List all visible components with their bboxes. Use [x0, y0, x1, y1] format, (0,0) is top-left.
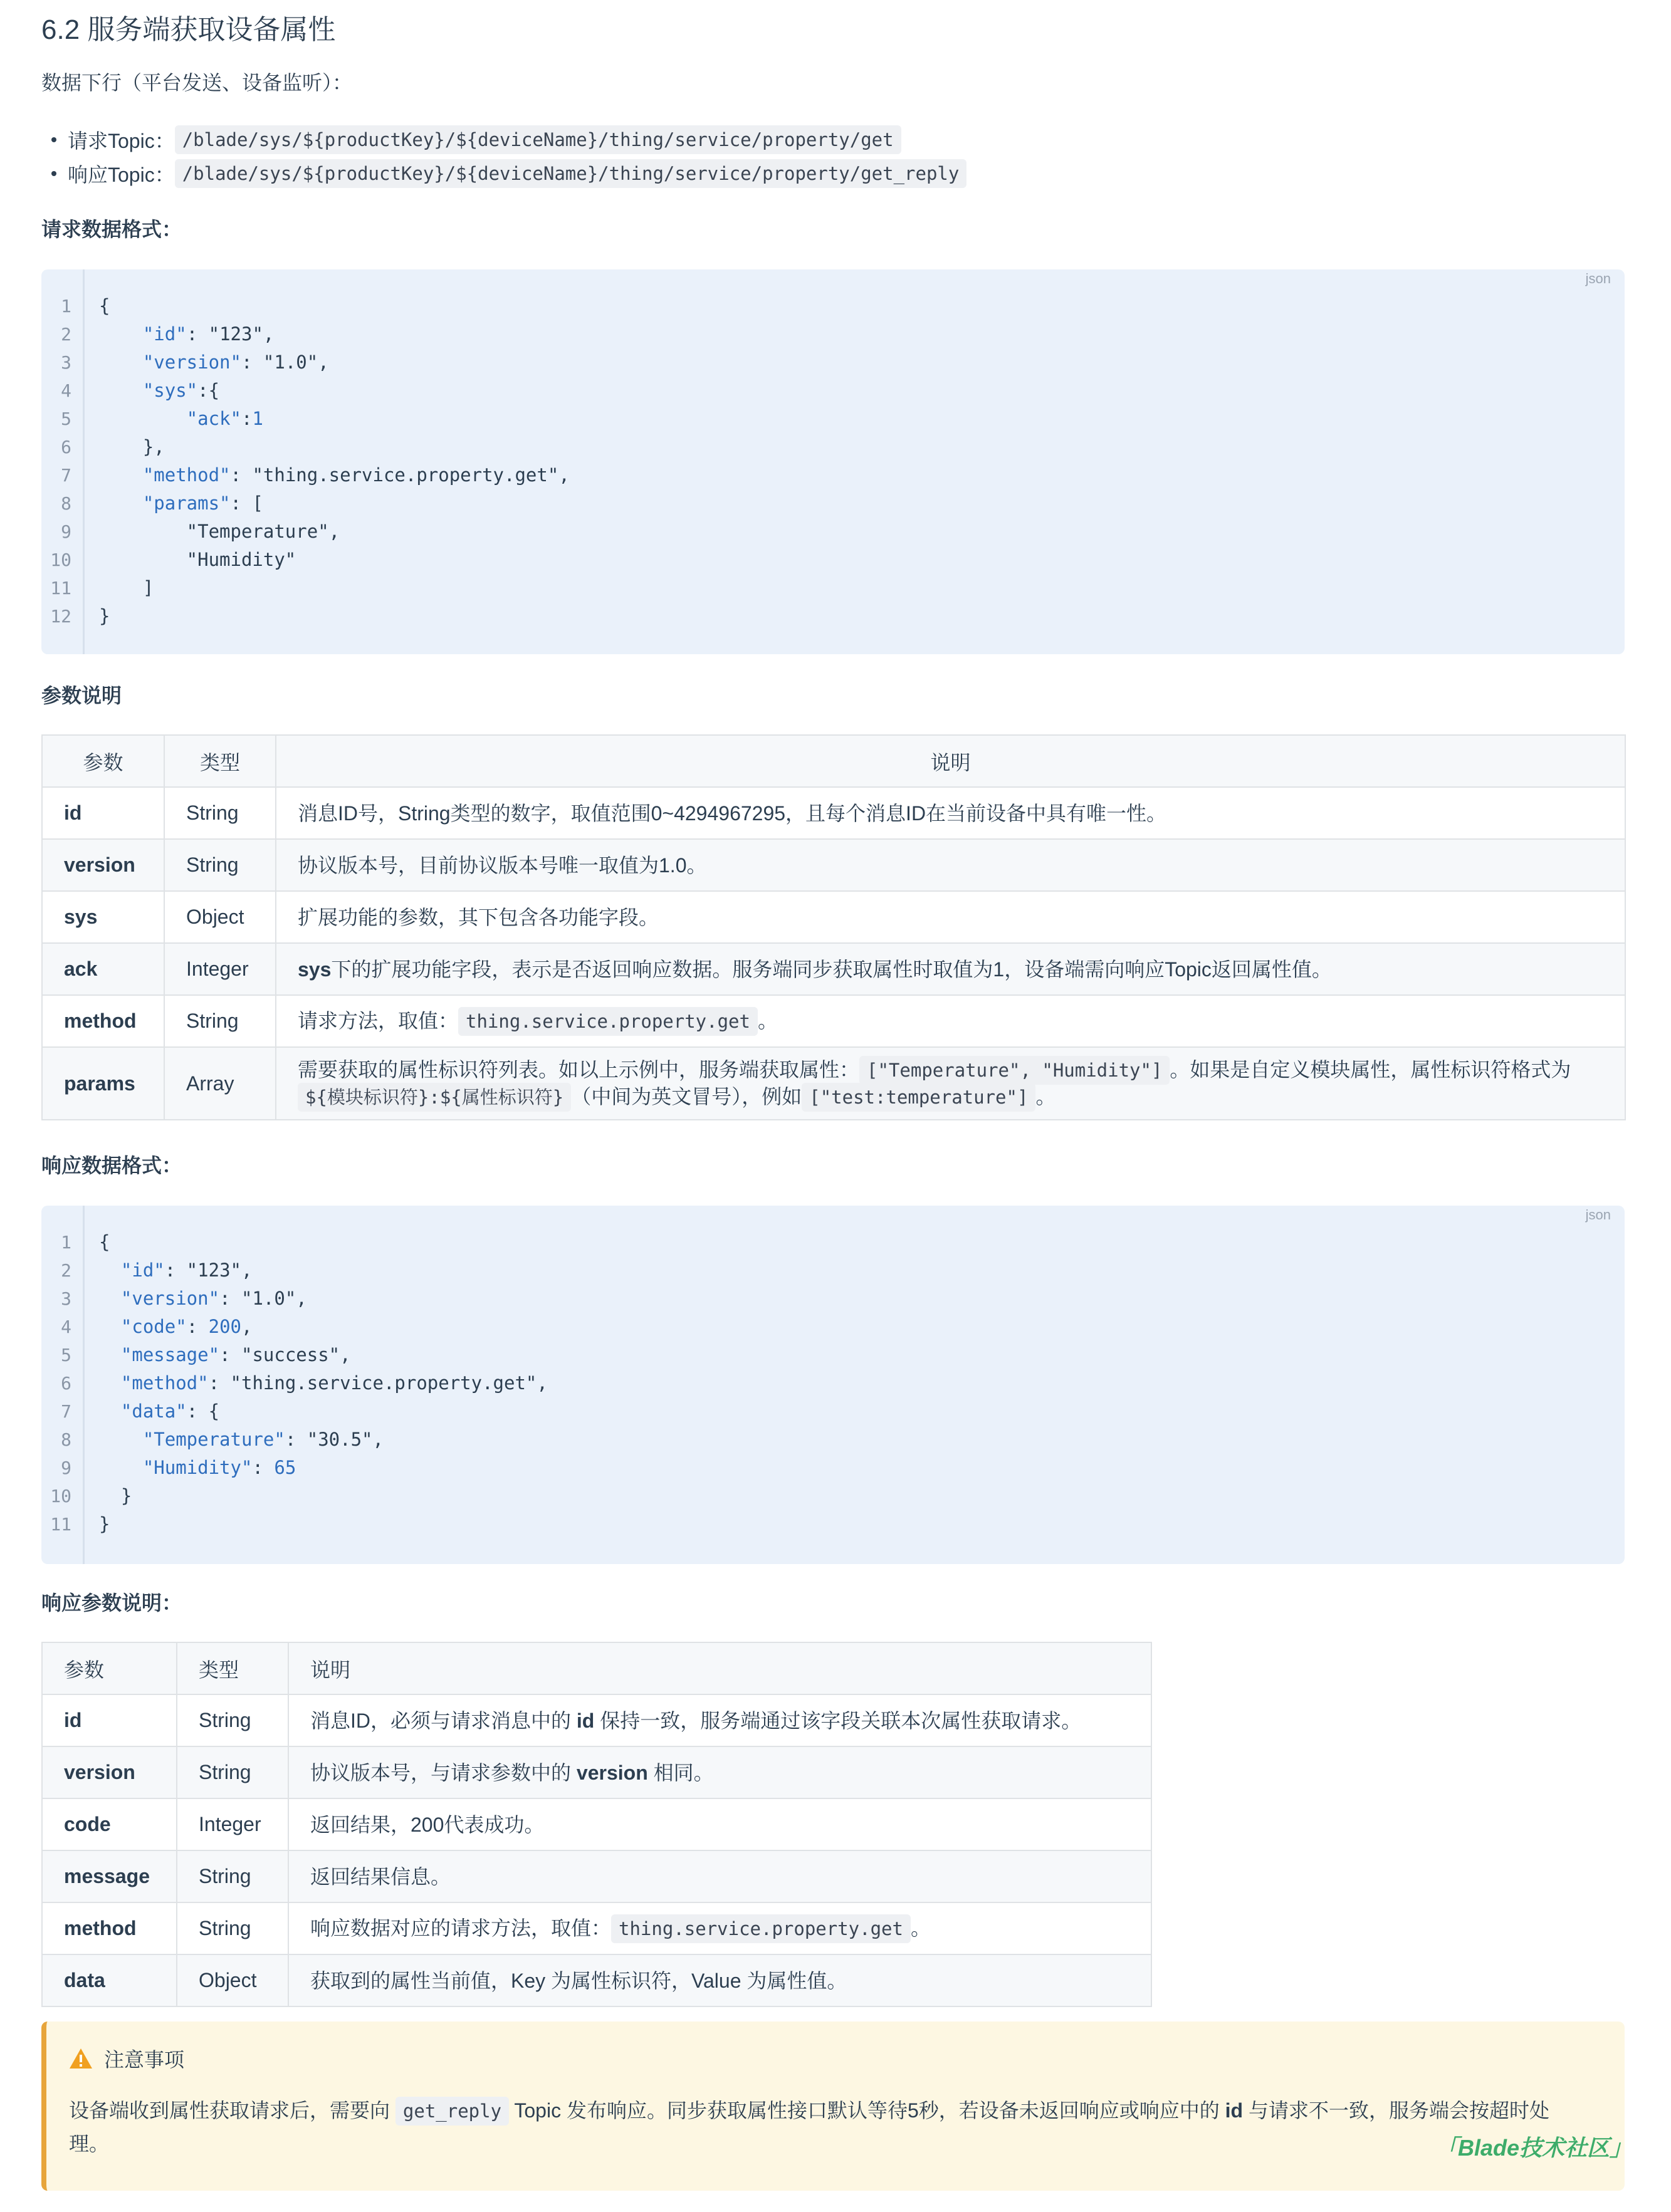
code-text — [71, 602, 110, 630]
line-number: 8 — [61, 493, 71, 514]
code-text — [71, 405, 263, 433]
code-punct: : "thing.service.property.get", — [208, 1372, 548, 1394]
code-text — [71, 1256, 252, 1285]
code-punct: : — [241, 408, 253, 429]
code-punct: : — [186, 1316, 209, 1337]
table-row — [42, 839, 1625, 891]
code-key: "version" — [142, 352, 241, 373]
param-desc-cell — [288, 1954, 1151, 2006]
param-type-cell: Object — [164, 891, 276, 943]
code-lines — [41, 292, 1625, 630]
line-number: 3 — [61, 1288, 71, 1309]
bold-text: id — [576, 1709, 595, 1732]
line-number: 2 — [61, 1260, 71, 1281]
code-punct: : "1.0", — [219, 1288, 307, 1309]
code-key: "id" — [120, 1260, 165, 1281]
code-punct: : "thing.service.property.get", — [230, 464, 570, 486]
line-number: 10 — [50, 1486, 71, 1506]
topic-list — [41, 123, 966, 190]
text-run: 请求方法，取值： — [298, 1009, 459, 1032]
code-punct: : [ — [230, 493, 263, 514]
code-punct: : "success", — [219, 1344, 351, 1365]
code-line — [41, 1510, 1625, 1538]
response-param-table — [41, 1642, 1152, 2007]
code-text — [71, 546, 296, 574]
text-run: 响应数据对应的请求方法，取值： — [310, 1917, 612, 1939]
code-key: "method" — [142, 464, 231, 486]
table-row — [42, 1746, 1151, 1798]
code-key: "Humidity" — [142, 1457, 253, 1478]
param-name-cell: message — [42, 1850, 177, 1902]
param-desc-cell — [276, 891, 1625, 943]
code-line — [41, 1369, 1625, 1397]
code-punct — [99, 408, 187, 429]
param-name-cell: version — [42, 839, 164, 891]
param-desc-cell — [276, 995, 1625, 1047]
param-name-cell: method — [42, 995, 164, 1047]
code-punct — [99, 1429, 143, 1450]
line-number: 9 — [61, 1458, 71, 1478]
param-name-cell: code — [42, 1798, 177, 1850]
text-run: 与请求不一致，服务端会按超时处理。 — [69, 2099, 1549, 2155]
code-number: 200 — [208, 1316, 241, 1337]
code-punct: : "123", — [186, 323, 275, 345]
notice-title-text: 注意事项 — [104, 2048, 185, 2071]
warning-icon — [69, 2048, 93, 2069]
code-line — [41, 292, 1625, 320]
text-run: 返回结果信息。 — [310, 1865, 451, 1888]
code-text — [71, 348, 329, 377]
column-header: 类型 — [164, 735, 276, 787]
code-punct: ] — [99, 577, 154, 598]
bold-text: id — [1225, 2099, 1244, 2122]
topic-value: /blade/sys/${productKey}/${deviceName}/thing/service/property/get — [175, 125, 901, 154]
notice-title — [69, 2044, 184, 2073]
code-line — [41, 1228, 1625, 1256]
param-name-cell: data — [42, 1954, 177, 2006]
code-punct — [99, 1457, 143, 1478]
code-key: "method" — [120, 1372, 209, 1394]
param-desc-cell — [276, 1047, 1625, 1120]
code-lang-label: json — [1585, 271, 1611, 286]
code-text — [71, 489, 263, 518]
table-row — [42, 1047, 1625, 1120]
line-number: 10 — [50, 550, 71, 570]
param-name-cell: sys — [42, 891, 164, 943]
param-type-cell: String — [177, 1902, 288, 1954]
line-number: 5 — [61, 1345, 71, 1365]
line-number: 6 — [61, 1373, 71, 1394]
text-run: 保持一致，服务端通过该字段关联本次属性获取请求。 — [594, 1709, 1082, 1732]
table-row — [42, 995, 1625, 1047]
text-run: 获取到的属性当前值，Key 为属性标识符，Value 为属性值。 — [310, 1969, 847, 1992]
code-line — [41, 1426, 1625, 1454]
param-desc-cell — [276, 943, 1625, 995]
code-punct — [99, 380, 143, 401]
column-header: 参数 — [42, 1642, 177, 1694]
code-key: "sys" — [142, 380, 198, 401]
table-row — [42, 1902, 1151, 1954]
code-punct — [99, 1260, 121, 1281]
param-desc-cell — [276, 839, 1625, 891]
code-line — [41, 602, 1625, 630]
code-text — [71, 574, 154, 602]
param-name-cell: method — [42, 1902, 177, 1954]
text-run: 协议版本号，目前协议版本号唯一取值为1.0。 — [298, 853, 707, 877]
code-line — [41, 518, 1625, 546]
param-desc-cell — [288, 1850, 1151, 1902]
param-type-cell: Integer — [177, 1798, 288, 1850]
code-key: "message" — [120, 1344, 220, 1365]
code-key: "Temperature" — [142, 1429, 285, 1450]
param-name-cell: ack — [42, 943, 164, 995]
param-desc-cell — [276, 787, 1625, 839]
param-desc-cell — [288, 1798, 1151, 1850]
code-punct: : — [252, 1457, 275, 1478]
text-run: 消息ID号，String类型的数字，取值范围0~4294967295，且每个消息ID在当前设备中具有唯一性。 — [298, 801, 1167, 825]
text-run: 需要获取的属性标识符列表。如以上示例中，服务端获取属性： — [298, 1058, 860, 1081]
topic-value: /blade/sys/${productKey}/${deviceName}/thing/service/property/get_reply — [175, 159, 967, 188]
line-number: 11 — [50, 1514, 71, 1535]
code-number: 1 — [252, 408, 263, 429]
param-desc-cell — [288, 1746, 1151, 1798]
text-run: 消息ID，必须与请求消息中的 — [310, 1709, 577, 1732]
table-header-row — [42, 735, 1625, 787]
bullet-icon — [51, 171, 56, 176]
code-text — [71, 1397, 219, 1426]
text-run: 。 — [1035, 1085, 1056, 1108]
code-text — [71, 1341, 351, 1369]
code-line — [41, 1256, 1625, 1285]
list-item — [41, 157, 966, 190]
code-key: "id" — [142, 323, 187, 345]
param-type-cell: String — [177, 1850, 288, 1902]
code-punct — [99, 1288, 121, 1309]
param-type-cell: Array — [164, 1047, 276, 1120]
code-punct: : "30.5", — [285, 1429, 384, 1450]
code-line — [41, 1313, 1625, 1341]
code-line — [41, 574, 1625, 602]
response-param-label: 响应参数说明： — [41, 1592, 182, 1614]
param-type-cell: Integer — [164, 943, 276, 995]
inline-code: ${模块标识符}:${属性标识符} — [298, 1083, 571, 1112]
param-type-cell: String — [164, 839, 276, 891]
code-line — [41, 1397, 1625, 1426]
code-line — [41, 489, 1625, 518]
text-run: Topic 发布响应。同步获取属性接口默认等待5秒，若设备未返回响应或响应中的 — [509, 2099, 1225, 2122]
table-row — [42, 891, 1625, 943]
inline-code: ["test:temperature"] — [802, 1083, 1035, 1112]
notice-box — [41, 2022, 1625, 2191]
table-row — [42, 1954, 1151, 2006]
response-code-block — [41, 1206, 1625, 1564]
line-number: 11 — [50, 578, 71, 598]
table-row — [42, 1694, 1151, 1746]
bold-text: version — [576, 1761, 648, 1784]
code-punct — [99, 464, 143, 486]
line-number: 3 — [61, 352, 71, 373]
code-key: "version" — [120, 1288, 220, 1309]
request-code-block — [41, 269, 1625, 654]
inline-code: thing.service.property.get — [458, 1007, 758, 1036]
code-line — [41, 320, 1625, 348]
column-header: 说明 — [288, 1642, 1151, 1694]
code-line — [41, 461, 1625, 489]
param-desc-label: 参数说明 — [41, 684, 122, 707]
code-text — [71, 1369, 548, 1397]
param-type-cell: Object — [177, 1954, 288, 2006]
bullet-icon — [51, 137, 56, 142]
text-run: 扩展功能的参数，其下包含各功能字段。 — [298, 905, 659, 929]
code-punct: "Temperature", — [99, 521, 340, 542]
request-format-label: 请求数据格式： — [41, 218, 182, 241]
table-row — [42, 1850, 1151, 1902]
code-text — [71, 1482, 132, 1510]
code-line — [41, 348, 1625, 377]
code-line — [41, 1341, 1625, 1369]
text-run: 协议版本号，与请求参数中的 — [310, 1761, 577, 1784]
line-number: 7 — [61, 1401, 71, 1422]
code-key: "code" — [120, 1316, 187, 1337]
column-header: 说明 — [276, 735, 1625, 787]
line-number: 1 — [61, 296, 71, 316]
text-run: 。 — [910, 1917, 931, 1939]
param-name-cell: id — [42, 787, 164, 839]
text-run: 返回结果，200代表成功。 — [310, 1813, 545, 1836]
code-line — [41, 1285, 1625, 1313]
param-name-cell: id — [42, 1694, 177, 1746]
code-text — [71, 518, 340, 546]
line-number: 4 — [61, 380, 71, 401]
topic-label: 请求Topic： — [68, 130, 175, 152]
request-param-table — [41, 734, 1626, 1120]
code-text — [71, 320, 274, 348]
line-number: 2 — [61, 324, 71, 345]
code-punct — [99, 493, 143, 514]
list-item — [41, 123, 966, 157]
param-desc-cell — [288, 1694, 1151, 1746]
line-number: 12 — [50, 606, 71, 627]
text-run: 下的扩展功能字段，表示是否返回响应数据。服务端同步获取属性时取值为1，设备端需向响应Topic返回属性值。 — [331, 957, 1332, 981]
code-punct: : "123", — [164, 1260, 253, 1281]
text-run: 设备端收到属性获取请求后，需要向 — [69, 2099, 395, 2122]
code-text — [71, 1228, 110, 1256]
code-text — [71, 377, 219, 405]
code-punct: , — [241, 1316, 253, 1337]
notice-body — [69, 2094, 1586, 2160]
code-text — [71, 1313, 252, 1341]
inline-code: get_reply — [395, 2097, 509, 2126]
code-line — [41, 377, 1625, 405]
code-punct: { — [99, 295, 110, 316]
code-text — [71, 1454, 296, 1482]
table-row — [42, 787, 1625, 839]
code-punct: } — [99, 1513, 110, 1535]
line-number: 5 — [61, 409, 71, 429]
code-punct — [99, 1372, 121, 1394]
param-type-cell: String — [177, 1694, 288, 1746]
code-number: 65 — [274, 1457, 296, 1478]
code-line — [41, 405, 1625, 433]
param-desc-cell — [288, 1902, 1151, 1954]
code-punct — [99, 323, 143, 345]
line-number: 1 — [61, 1232, 71, 1253]
code-line — [41, 546, 1625, 574]
code-punct — [99, 1401, 121, 1422]
text-run: 相同。 — [647, 1761, 714, 1784]
param-name-cell: params — [42, 1047, 164, 1120]
downlink-label: 数据下行（平台发送、设备监听）： — [41, 71, 353, 94]
code-punct — [99, 1344, 121, 1365]
inline-code: ["Temperature", "Humidity"] — [859, 1056, 1170, 1085]
code-punct: :{ — [197, 380, 220, 401]
line-number: 6 — [61, 437, 71, 457]
code-text — [71, 461, 570, 489]
code-punct: } — [99, 1485, 132, 1506]
code-punct: : "1.0", — [241, 352, 329, 373]
code-key: "ack" — [186, 408, 241, 429]
line-number: 8 — [61, 1429, 71, 1450]
code-key: "params" — [142, 493, 231, 514]
param-type-cell: String — [164, 995, 276, 1047]
section-heading: 6.2 服务端获取设备属性 — [41, 14, 336, 45]
code-lines — [41, 1228, 1625, 1538]
column-header: 参数 — [42, 735, 164, 787]
code-text — [71, 433, 165, 461]
watermark-logo: 「Blade技术社区」 — [1435, 2135, 1633, 2161]
line-number: 7 — [61, 465, 71, 486]
code-punct: }, — [99, 436, 165, 457]
param-type-cell: String — [164, 787, 276, 839]
param-name-cell: version — [42, 1746, 177, 1798]
text-run: （中间为英文冒号），例如 — [571, 1085, 802, 1108]
line-number: 9 — [61, 521, 71, 542]
code-punct: } — [99, 605, 110, 627]
code-line — [41, 1482, 1625, 1510]
code-punct — [99, 352, 143, 373]
text-run: 。 — [757, 1009, 778, 1032]
code-punct — [99, 1316, 121, 1337]
code-text — [71, 292, 110, 320]
bold-text: sys — [298, 957, 332, 981]
column-header: 类型 — [177, 1642, 288, 1694]
topic-label: 响应Topic： — [68, 164, 175, 186]
table-row — [42, 943, 1625, 995]
code-line — [41, 1454, 1625, 1482]
table-row — [42, 1798, 1151, 1850]
code-text — [71, 1426, 384, 1454]
line-number: 4 — [61, 1317, 71, 1337]
text-run: 。如果是自定义模块属性，属性标识符格式为 — [1170, 1058, 1571, 1081]
code-line — [41, 433, 1625, 461]
code-punct: { — [99, 1231, 110, 1253]
code-lang-label: json — [1585, 1207, 1611, 1223]
code-punct: : { — [186, 1401, 220, 1422]
param-type-cell: String — [177, 1746, 288, 1798]
code-text — [71, 1285, 307, 1313]
code-punct: "Humidity" — [99, 549, 296, 570]
code-key: "data" — [120, 1401, 187, 1422]
response-format-label: 响应数据格式： — [41, 1154, 182, 1177]
table-header-row — [42, 1642, 1151, 1694]
inline-code: thing.service.property.get — [611, 1914, 911, 1943]
code-text — [71, 1510, 110, 1538]
